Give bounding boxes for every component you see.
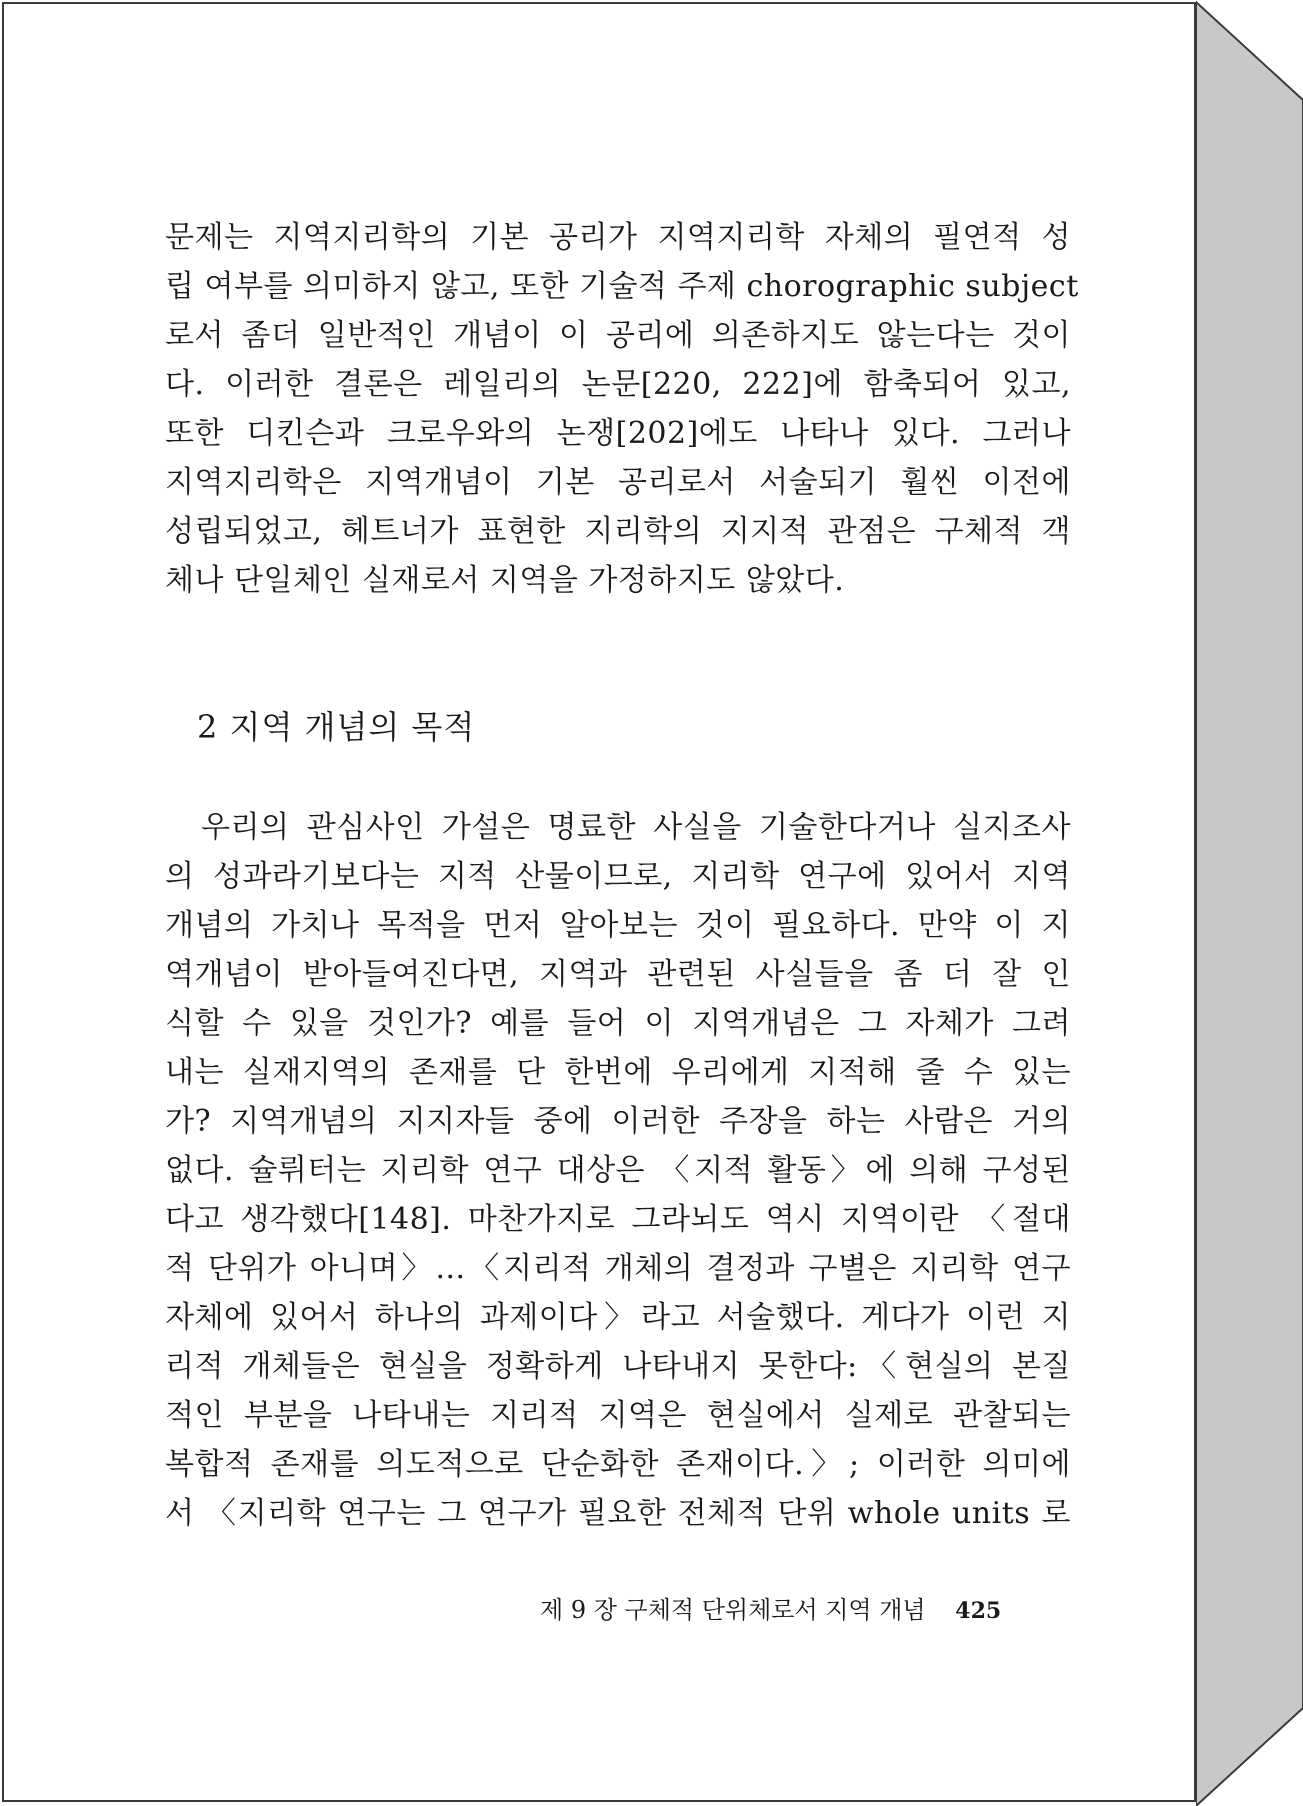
paragraph-2-line: 우리의 관심사인 가설은 명료한 사실을 기술한다거나 실지조사 — [201, 810, 1071, 845]
paragraph-2-line: 리적 개체들은 현실을 정확하게 나타내지 못한다:〈현실의 본질 — [165, 1349, 1071, 1384]
paragraph-2-line: 적 단위가 아니며〉…〈지리적 개체의 결정과 구별은 지리학 연구 — [165, 1251, 1071, 1286]
paragraph-2-line: 역개념이 받아들여진다면, 지역과 관련된 사실들을 좀 더 잘 인 — [165, 957, 1071, 992]
page-footer — [540, 1593, 1001, 1628]
paragraph-2 — [165, 803, 1071, 1538]
paragraph-2-line: 식할 수 있을 것인가? 예를 들어 이 지역개념은 그 자체가 그려 — [165, 1006, 1071, 1041]
paragraph-2-line: 의 성과라기보다는 지적 산물이므로, 지리학 연구에 있어서 지역 — [165, 859, 1071, 894]
book-side-edge — [1196, 0, 1303, 1806]
paragraph-1-line: 체나 단일체인 실재로서 지역을 가정하지도 않았다. — [165, 563, 845, 598]
paragraph-2-line: 복합적 존재를 의도적으로 단순화한 존재이다.〉; 이러한 의미에 — [165, 1447, 1071, 1482]
paragraph-2-line: 서 〈지리학 연구는 그 연구가 필요한 전체적 단위 whole units 로 — [165, 1496, 1071, 1531]
paragraph-2-line: 자체에 있어서 하나의 과제이다〉라고 서술했다. 게다가 이런 지 — [165, 1300, 1071, 1335]
section-heading: 2 지역 개념의 목적 — [197, 708, 476, 746]
footer-page-number: 425 — [955, 1598, 1002, 1624]
paragraph-2-line: 가? 지역개념의 지지자들 중에 이러한 주장을 하는 사람은 거의 — [165, 1104, 1071, 1139]
paragraph-1-line: 문제는 지역지리학의 기본 공리가 지역지리학 자체의 필연적 성 — [165, 220, 1071, 255]
paragraph-1-line: 립 여부를 의미하지 않고, 또한 기술적 주제 chorographic subject — [165, 269, 1079, 304]
paragraph-1 — [165, 213, 1079, 605]
paragraph-1-line: 다. 이러한 결론은 레일리의 논문[220, 222]에 함축되어 있고, — [165, 367, 1071, 402]
paragraph-2-line: 다고 생각했다[148]. 마찬가지로 그라뇌도 역시 지역이란 〈절대 — [165, 1202, 1071, 1237]
paragraph-2-line: 개념의 가치나 목적을 먼저 알아보는 것이 필요하다. 만약 이 지 — [165, 908, 1071, 943]
paragraph-2-line: 내는 실재지역의 존재를 단 한번에 우리에게 지적해 줄 수 있는 — [165, 1055, 1071, 1090]
paragraph-1-line: 성립되었고, 헤트너가 표현한 지리학의 지지적 관점은 구체적 객 — [165, 514, 1071, 549]
footer-chapter-title: 제 9 장 구체적 단위체로서 지역 개념 — [540, 1596, 926, 1624]
paragraph-1-line: 지역지리학은 지역개념이 기본 공리로서 서술되기 훨씬 이전에 — [165, 465, 1071, 500]
paragraph-2-line: 적인 부분을 나타내는 지리적 지역은 현실에서 실제로 관찰되는 — [165, 1398, 1071, 1433]
paragraph-1-line: 로서 좀더 일반적인 개념이 이 공리에 의존하지도 않는다는 것이 — [165, 318, 1071, 353]
paragraph-1-line: 또한 디킨슨과 크로우와의 논쟁[202]에도 나타나 있다. 그러나 — [165, 416, 1071, 451]
paragraph-2-line: 없다. 슐뤼터는 지리학 연구 대상은 〈지적 활동〉에 의해 구성된 — [165, 1153, 1071, 1188]
